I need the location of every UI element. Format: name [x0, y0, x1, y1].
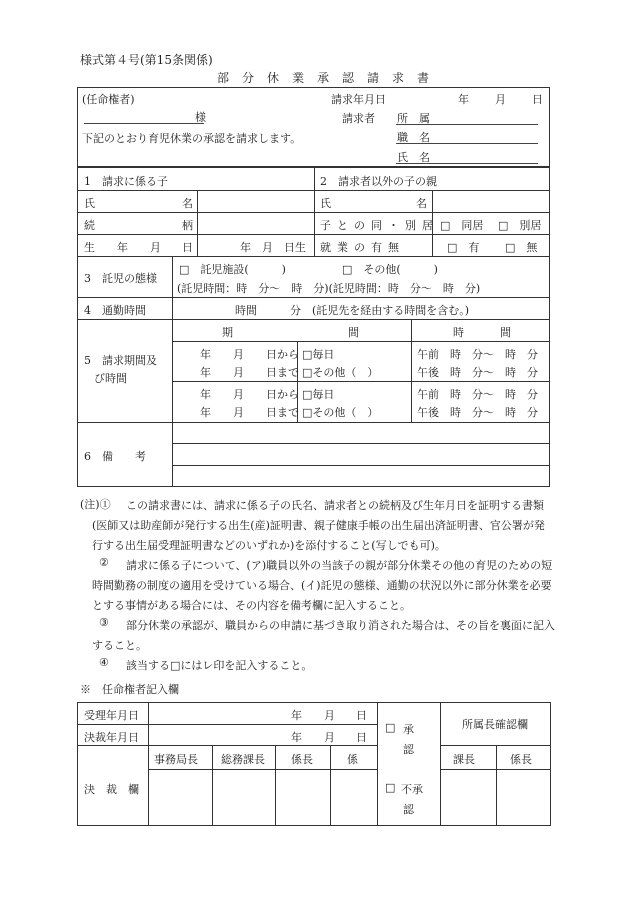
relation-label-r: 柄 — [182, 219, 193, 232]
section1-title: 1 請求に係る子 — [84, 175, 168, 188]
appointer-section-title: ※ 任命権者記入欄 — [80, 683, 179, 696]
child-name-label-r: 名 — [182, 197, 193, 210]
date-to-1: 年 月 日まで — [200, 366, 299, 379]
position-underline — [396, 143, 538, 144]
note-2-marker: ② — [99, 556, 109, 569]
decision-date-label: 決裁年月日 — [84, 731, 139, 744]
name-underline — [396, 163, 538, 164]
approve-label-1: 承 — [403, 723, 414, 736]
requester-box — [77, 87, 550, 167]
receipt-date-label: 受理年月日 — [84, 709, 139, 722]
daycare-other-option[interactable]: □ その他( ) — [342, 263, 438, 276]
receipt-month: 月 — [324, 709, 335, 722]
receipt-day: 日 — [356, 709, 367, 722]
appointer-label: (任命権者) — [82, 93, 135, 106]
confirm-col-1: 係長 — [510, 753, 532, 766]
date-to-2: 年 月 日まで — [200, 406, 299, 419]
freq-daily-1[interactable]: □毎日 — [302, 348, 335, 361]
daycare-hours: (託児時間：時 分～ 時 分)(託児時間：時 分～ 時 分) — [177, 282, 481, 295]
birth-label-1: 年 — [117, 241, 128, 254]
time-head-1: 時 — [453, 326, 464, 339]
decision-year: 年 — [291, 731, 302, 744]
employ-label: 就業の有無 — [320, 241, 405, 254]
freq-daily-2[interactable]: □毎日 — [302, 388, 335, 401]
approve-label-2: 認 — [403, 743, 414, 756]
birth-label-3: 日 — [182, 241, 193, 254]
decision-col-label: 決 裁 欄 — [84, 783, 139, 796]
request-statement: 下記のとおり育児休業の承認を請求します。 — [82, 132, 302, 145]
note-3: 部分休業の承認が、職員からの申請に基づき取り消された場合は、その旨を裏面に記入すること。 — [92, 619, 555, 652]
reject-label-1: 不承 — [401, 783, 423, 796]
request-year: 年 — [458, 93, 469, 106]
note-prefix: (注)① — [80, 498, 111, 511]
employ-opt1[interactable]: □ 有 — [447, 241, 480, 254]
time-head-2: 間 — [500, 326, 511, 339]
stamp-col-1: 総務課長 — [221, 753, 265, 766]
affiliation-label: 所 属 — [397, 112, 430, 125]
am-time-1: 午前 時 分～ 時 分 — [417, 348, 538, 361]
parent-name-label-r: 名 — [416, 197, 427, 210]
relation-label-l: 続 — [84, 219, 95, 232]
birth-label-0: 生 — [84, 241, 95, 254]
stamp-col-3: 係 — [347, 753, 358, 766]
decision-day: 日 — [356, 731, 367, 744]
decision-month: 月 — [324, 731, 335, 744]
appointer-underline — [84, 123, 204, 124]
request-month: 月 — [495, 93, 506, 106]
form-title: 部分休業承認請求書 — [217, 71, 443, 85]
note-1: この請求書には、請求に係る子の氏名、請求者との続柄及び生年月日を証明する書類(医師又は助産師が発行する出生(産)証明書、親子健康手帳の出生届出済証明書、官公署が発行する出生届受理証明書などのいずれか)を添付すること(写しでも可)。 — [92, 499, 545, 552]
name-label: 氏 名 — [397, 151, 430, 164]
cohabit-opt1[interactable]: □ 同居 — [440, 219, 484, 232]
requester-label: 請求者 — [342, 112, 375, 125]
position-label: 職 名 — [397, 131, 430, 144]
note-3-marker: ③ — [99, 616, 109, 629]
section2-title: 2 請求者以外の子の親 — [320, 175, 437, 188]
birth-label-2: 月 — [150, 241, 161, 254]
am-time-2: 午前 時 分～ 時 分 — [417, 388, 538, 401]
confirm-col-0: 課長 — [453, 753, 475, 766]
daycare-facility-option[interactable]: □ 託児施設( ) — [179, 263, 286, 276]
parent-name-label-l: 氏 — [320, 197, 331, 210]
request-day: 日 — [532, 93, 543, 106]
period-head-1: 期 — [222, 326, 233, 339]
request-date-label: 請求年月日 — [331, 93, 386, 106]
note-2: 請求に係る子について、(ア)職員以外の当該子の親が部分休業その他の育児のための短時間勤務の制度の適用を受けている場合、(イ)託児の態様、通勤の状況以外に部分休業を必要とする事情がある場合には、その内容を備考欄に記入すること。 — [92, 559, 553, 612]
cohabit-label: 子との同・別居 — [320, 219, 439, 232]
reject-label-2: 認 — [403, 803, 414, 816]
note-4-marker: ④ — [99, 656, 109, 669]
pm-time-2: 午後 時 分～ 時 分 — [417, 406, 538, 419]
date-from-2: 年 月 日から — [200, 388, 299, 401]
commute-value: 時間 分 (託児先を経由する時間を含む。) — [235, 304, 470, 317]
stamp-col-2: 係長 — [291, 753, 313, 766]
section5-title-2: び時間 — [94, 372, 127, 385]
confirm-label: 所属長確認欄 — [462, 718, 528, 731]
pm-time-1: 午後 時 分～ 時 分 — [417, 366, 538, 379]
note-4: 該当する□にはレ印を記入すること。 — [126, 659, 313, 672]
freq-other-2[interactable]: □その他（ ） — [302, 406, 379, 419]
birth-value: 年 月 日生 — [240, 241, 306, 254]
receipt-year: 年 — [291, 709, 302, 722]
child-name-label-l: 氏 — [84, 197, 95, 210]
section5-title-1: 5 請求期間及 — [84, 354, 157, 367]
section3-title: 3 託児の態様 — [84, 272, 157, 285]
section6-title: 6 備 考 — [84, 450, 146, 463]
cohabit-opt2[interactable]: □ 別居 — [498, 219, 542, 232]
stamp-col-0: 事務局長 — [154, 753, 198, 766]
freq-other-1[interactable]: □その他（ ） — [302, 366, 379, 379]
employ-opt2[interactable]: □ 無 — [505, 241, 538, 254]
section4-title: 4 通勤時間 — [84, 304, 146, 317]
affiliation-underline — [396, 124, 538, 125]
period-head-2: 間 — [348, 326, 359, 339]
sama-label: 様 — [195, 111, 206, 124]
form-number: 様式第４号(第15条関係) — [80, 53, 213, 67]
reject-checkbox[interactable]: □ — [385, 781, 396, 794]
approve-checkbox[interactable]: □ — [385, 721, 396, 734]
date-from-1: 年 月 日から — [200, 348, 299, 361]
